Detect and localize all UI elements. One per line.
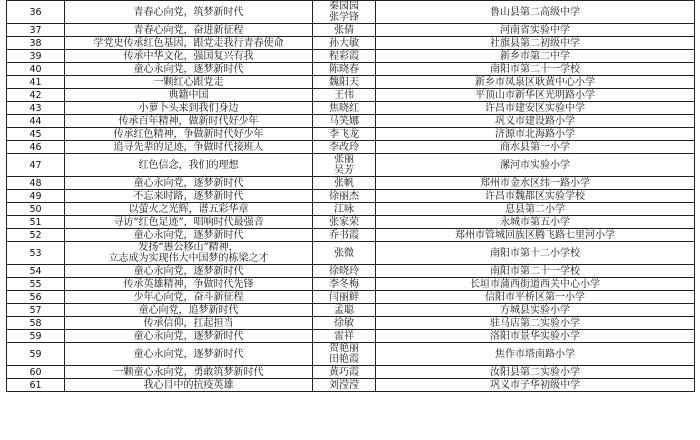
author-line: 魏阳天 xyxy=(329,76,359,88)
table-row xyxy=(7,216,695,229)
title-line: 我心目中的抗疫英雄 xyxy=(143,379,234,391)
author-cell xyxy=(313,37,376,50)
title-line: 学党史传承红色基因，跟党走我行青春使命 xyxy=(93,37,284,49)
author-cell xyxy=(313,265,376,278)
row-number-cell: 52 xyxy=(7,229,65,242)
author-line: 徐敏 xyxy=(334,317,354,329)
school-cell: 平顶山市新华区光明路小学 xyxy=(376,89,695,102)
title-line: 传承中华文化，强国复兴有我 xyxy=(123,50,254,62)
author-line: 雷祥 xyxy=(334,330,354,342)
school-cell: 南阳市第二十一学校 xyxy=(376,265,695,278)
row-number-cell: 59 xyxy=(7,343,65,366)
author-cell xyxy=(313,216,376,229)
row-number-cell: 36 xyxy=(7,1,65,24)
table-row xyxy=(7,304,695,317)
author-cell xyxy=(313,115,376,128)
row-number-cell: 40 xyxy=(7,63,65,76)
author-cell xyxy=(313,154,376,177)
row-number-cell: 45 xyxy=(7,128,65,141)
row-number-cell: 57 xyxy=(7,304,65,317)
school-cell: 方城县实验小学 xyxy=(376,304,695,317)
title-line: 追寻先辈的足迹，争做时代接班人 xyxy=(113,141,264,153)
title-line: 红色信念，我们的理想 xyxy=(138,159,239,171)
title-cell xyxy=(65,216,313,229)
title-cell xyxy=(65,89,313,102)
table-row xyxy=(7,89,695,102)
title-line: 小萝卜头来到我们身边 xyxy=(138,102,239,114)
title-line: 青春心向党，奋进新征程 xyxy=(133,24,244,36)
author-line: 徐晓玲 xyxy=(329,265,359,277)
author-line: 江咏 xyxy=(334,203,354,215)
title-line: 童心永向党，逐梦新时代 xyxy=(133,229,244,241)
row-number-cell: 43 xyxy=(7,102,65,115)
title-cell xyxy=(65,154,313,177)
school-cell: 南阳市第十二小学校 xyxy=(376,242,695,265)
school-cell: 巩义市子华初级中学 xyxy=(376,379,695,392)
school-cell: 济源市北海路小学 xyxy=(376,128,695,141)
author-line: 焦晓红 xyxy=(329,102,359,114)
author-cell xyxy=(313,1,376,24)
table-row xyxy=(7,102,695,115)
author-cell xyxy=(313,141,376,154)
author-line: 陈晓春 xyxy=(329,63,359,75)
title-line: 童心永向党，逐梦新时代 xyxy=(133,348,244,360)
table-row xyxy=(7,379,695,392)
row-number-cell: 59 xyxy=(7,330,65,343)
author-line: 乔书霞 xyxy=(329,229,359,241)
school-cell: 信阳市平桥区第一小学 xyxy=(376,291,695,304)
row-number-cell: 39 xyxy=(7,50,65,63)
table-row xyxy=(7,76,695,89)
author-line: 闫丽鲜 xyxy=(329,291,359,303)
author-cell xyxy=(313,102,376,115)
table-row xyxy=(7,242,695,265)
school-cell: 社旗县第二初级中学 xyxy=(376,37,695,50)
title-cell xyxy=(65,128,313,141)
table-row xyxy=(7,265,695,278)
author-line: 田艳霞 xyxy=(329,354,359,365)
author-cell xyxy=(313,317,376,330)
row-number-cell: 42 xyxy=(7,89,65,102)
author-line: 李飞龙 xyxy=(329,128,359,140)
table-row xyxy=(7,37,695,50)
author-line: 黄巧霞 xyxy=(329,366,359,378)
title-cell xyxy=(65,102,313,115)
author-line: 李冬梅 xyxy=(329,278,359,290)
row-number-cell: 46 xyxy=(7,141,65,154)
school-cell: 驻马店第二实验小学 xyxy=(376,317,695,330)
title-line: 一颗红心跟党走 xyxy=(153,76,224,88)
school-cell: 新乡市凤泉区耿黄中心小学 xyxy=(376,76,695,89)
school-cell: 长垣市蒲西街道西关中心小学 xyxy=(376,278,695,291)
title-line: 童心永向党，逐梦新时代 xyxy=(133,63,244,75)
row-number-cell: 47 xyxy=(7,154,65,177)
title-cell xyxy=(65,76,313,89)
title-cell xyxy=(65,37,313,50)
title-cell xyxy=(65,343,313,366)
title-line: 青春心向党，筑梦新时代 xyxy=(133,6,244,18)
title-line: 少年心向党，奋斗新征程 xyxy=(133,291,244,303)
author-line: 张家荣 xyxy=(329,216,359,228)
awards-table-body xyxy=(7,1,695,392)
title-cell xyxy=(65,190,313,203)
table-row xyxy=(7,317,695,330)
author-line: 李改玲 xyxy=(329,141,359,153)
row-number-cell: 48 xyxy=(7,177,65,190)
author-cell xyxy=(313,76,376,89)
table-row xyxy=(7,330,695,343)
title-line: 传承百年精神，做新时代好少年 xyxy=(118,115,259,127)
table-row xyxy=(7,128,695,141)
school-cell: 许昌市建安区实验中学 xyxy=(376,102,695,115)
author-line: 张帆 xyxy=(334,177,354,189)
title-line: 童心永向党，逐梦新时代 xyxy=(133,265,244,277)
author-line: 孟聪 xyxy=(334,304,354,316)
school-cell: 漯河市实验小学 xyxy=(376,154,695,177)
school-cell: 鲁山县第二高级中学 xyxy=(376,1,695,24)
title-cell xyxy=(65,1,313,24)
table-row xyxy=(7,291,695,304)
table-row xyxy=(7,203,695,216)
row-number-cell: 51 xyxy=(7,216,65,229)
author-line: 张学锋 xyxy=(329,12,359,23)
author-cell xyxy=(313,278,376,291)
author-line: 徐丽杰 xyxy=(329,190,359,202)
author-cell xyxy=(313,89,376,102)
table-row xyxy=(7,366,695,379)
title-cell xyxy=(65,366,313,379)
row-number-cell: 54 xyxy=(7,265,65,278)
title-cell xyxy=(65,278,313,291)
author-cell xyxy=(313,291,376,304)
row-number-cell: 38 xyxy=(7,37,65,50)
title-cell xyxy=(65,304,313,317)
title-cell xyxy=(65,317,313,330)
author-line: 王伟 xyxy=(334,89,354,101)
title-line: 典籍中国 xyxy=(168,89,209,101)
title-cell xyxy=(65,379,313,392)
table-row xyxy=(7,278,695,291)
title-cell xyxy=(65,115,313,128)
title-line: 传承英雄精神，争做时代先锋 xyxy=(123,278,254,290)
row-number-cell: 41 xyxy=(7,76,65,89)
table-row xyxy=(7,190,695,203)
school-cell: 许昌市魏都区实验学校 xyxy=(376,190,695,203)
author-cell xyxy=(313,242,376,265)
title-cell xyxy=(65,63,313,76)
author-cell xyxy=(313,63,376,76)
author-line: 刘滢滢 xyxy=(329,379,359,391)
row-number-cell: 49 xyxy=(7,190,65,203)
row-number-cell: 53 xyxy=(7,242,65,265)
author-cell xyxy=(313,128,376,141)
author-line: 马笑娜 xyxy=(329,115,359,127)
row-number-cell: 37 xyxy=(7,24,65,37)
title-line: 童心永向党，逐梦新时代 xyxy=(133,177,244,189)
table-row xyxy=(7,343,695,366)
school-cell: 洛阳市景华实验小学 xyxy=(376,330,695,343)
table-row xyxy=(7,24,695,37)
title-line: 不忘来时路，逐梦新时代 xyxy=(133,190,244,202)
school-cell: 郑州市管城回族区腾飞路七里河小学 xyxy=(376,229,695,242)
table-row xyxy=(7,177,695,190)
title-cell xyxy=(65,50,313,63)
author-cell xyxy=(313,379,376,392)
title-cell xyxy=(65,330,313,343)
author-cell xyxy=(313,366,376,379)
author-line: 孙大敏 xyxy=(329,37,359,49)
row-number-cell: 55 xyxy=(7,278,65,291)
school-cell: 永城市第五小学 xyxy=(376,216,695,229)
author-cell xyxy=(313,343,376,366)
author-cell xyxy=(313,203,376,216)
table-row xyxy=(7,115,695,128)
title-line: 立志成为实现伟大中国梦的栋梁之才 xyxy=(108,253,269,264)
row-number-cell: 61 xyxy=(7,379,65,392)
row-number-cell: 44 xyxy=(7,115,65,128)
school-cell: 河南省实验中学 xyxy=(376,24,695,37)
author-cell xyxy=(313,304,376,317)
row-number-cell: 50 xyxy=(7,203,65,216)
title-line: 童心向党，追梦新时代 xyxy=(138,304,239,316)
author-line: 张倩 xyxy=(334,24,354,36)
title-cell xyxy=(65,291,313,304)
author-cell xyxy=(313,50,376,63)
school-cell: 郑州市金水区纬一路小学 xyxy=(376,177,695,190)
title-line: 童心永向党，逐梦新时代 xyxy=(133,330,244,342)
title-cell xyxy=(65,141,313,154)
author-line: 吴芳 xyxy=(334,165,354,176)
table-row xyxy=(7,229,695,242)
author-cell xyxy=(313,229,376,242)
school-cell: 巩义市建设路小学 xyxy=(376,115,695,128)
table-row xyxy=(7,1,695,24)
row-number-cell: 56 xyxy=(7,291,65,304)
title-line: 传承信仰，扛起担当 xyxy=(143,317,234,329)
title-cell xyxy=(65,242,313,265)
title-cell xyxy=(65,177,313,190)
title-cell xyxy=(65,229,313,242)
author-line: 张微 xyxy=(334,247,354,259)
title-cell xyxy=(65,24,313,37)
author-line: 贺艳丽 xyxy=(329,343,359,354)
table-row xyxy=(7,154,695,177)
title-line: 传承红色精神，争做新时代好少年 xyxy=(113,128,264,140)
school-cell: 商水县第一小学 xyxy=(376,141,695,154)
author-cell xyxy=(313,190,376,203)
table-row xyxy=(7,50,695,63)
author-cell xyxy=(313,24,376,37)
awards-table xyxy=(6,0,695,392)
title-line: 发扬“愚公移山”精神， xyxy=(138,242,239,253)
school-cell: 新乡市第二中学 xyxy=(376,50,695,63)
school-cell: 焦作市塔南路小学 xyxy=(376,343,695,366)
school-cell: 息县第二小学 xyxy=(376,203,695,216)
author-line: 张丽 xyxy=(334,154,354,165)
author-cell xyxy=(313,330,376,343)
title-cell xyxy=(65,265,313,278)
title-line: 以萤火之光辉，谱五彩华章 xyxy=(128,203,249,215)
row-number-cell: 60 xyxy=(7,366,65,379)
school-cell: 南阳市第二十一学校 xyxy=(376,63,695,76)
table-row xyxy=(7,141,695,154)
title-line: 一颗童心永向党，勇敢筑梦新时代 xyxy=(113,366,264,378)
table-row xyxy=(7,63,695,76)
author-line: 秦园园 xyxy=(329,1,359,12)
school-cell: 汝阳县第二实验小学 xyxy=(376,366,695,379)
title-cell xyxy=(65,203,313,216)
author-line: 程彩霞 xyxy=(329,50,359,62)
row-number-cell: 58 xyxy=(7,317,65,330)
author-cell xyxy=(313,177,376,190)
title-line: 寻访“红色足迹”，唱响时代最强音 xyxy=(113,216,264,228)
